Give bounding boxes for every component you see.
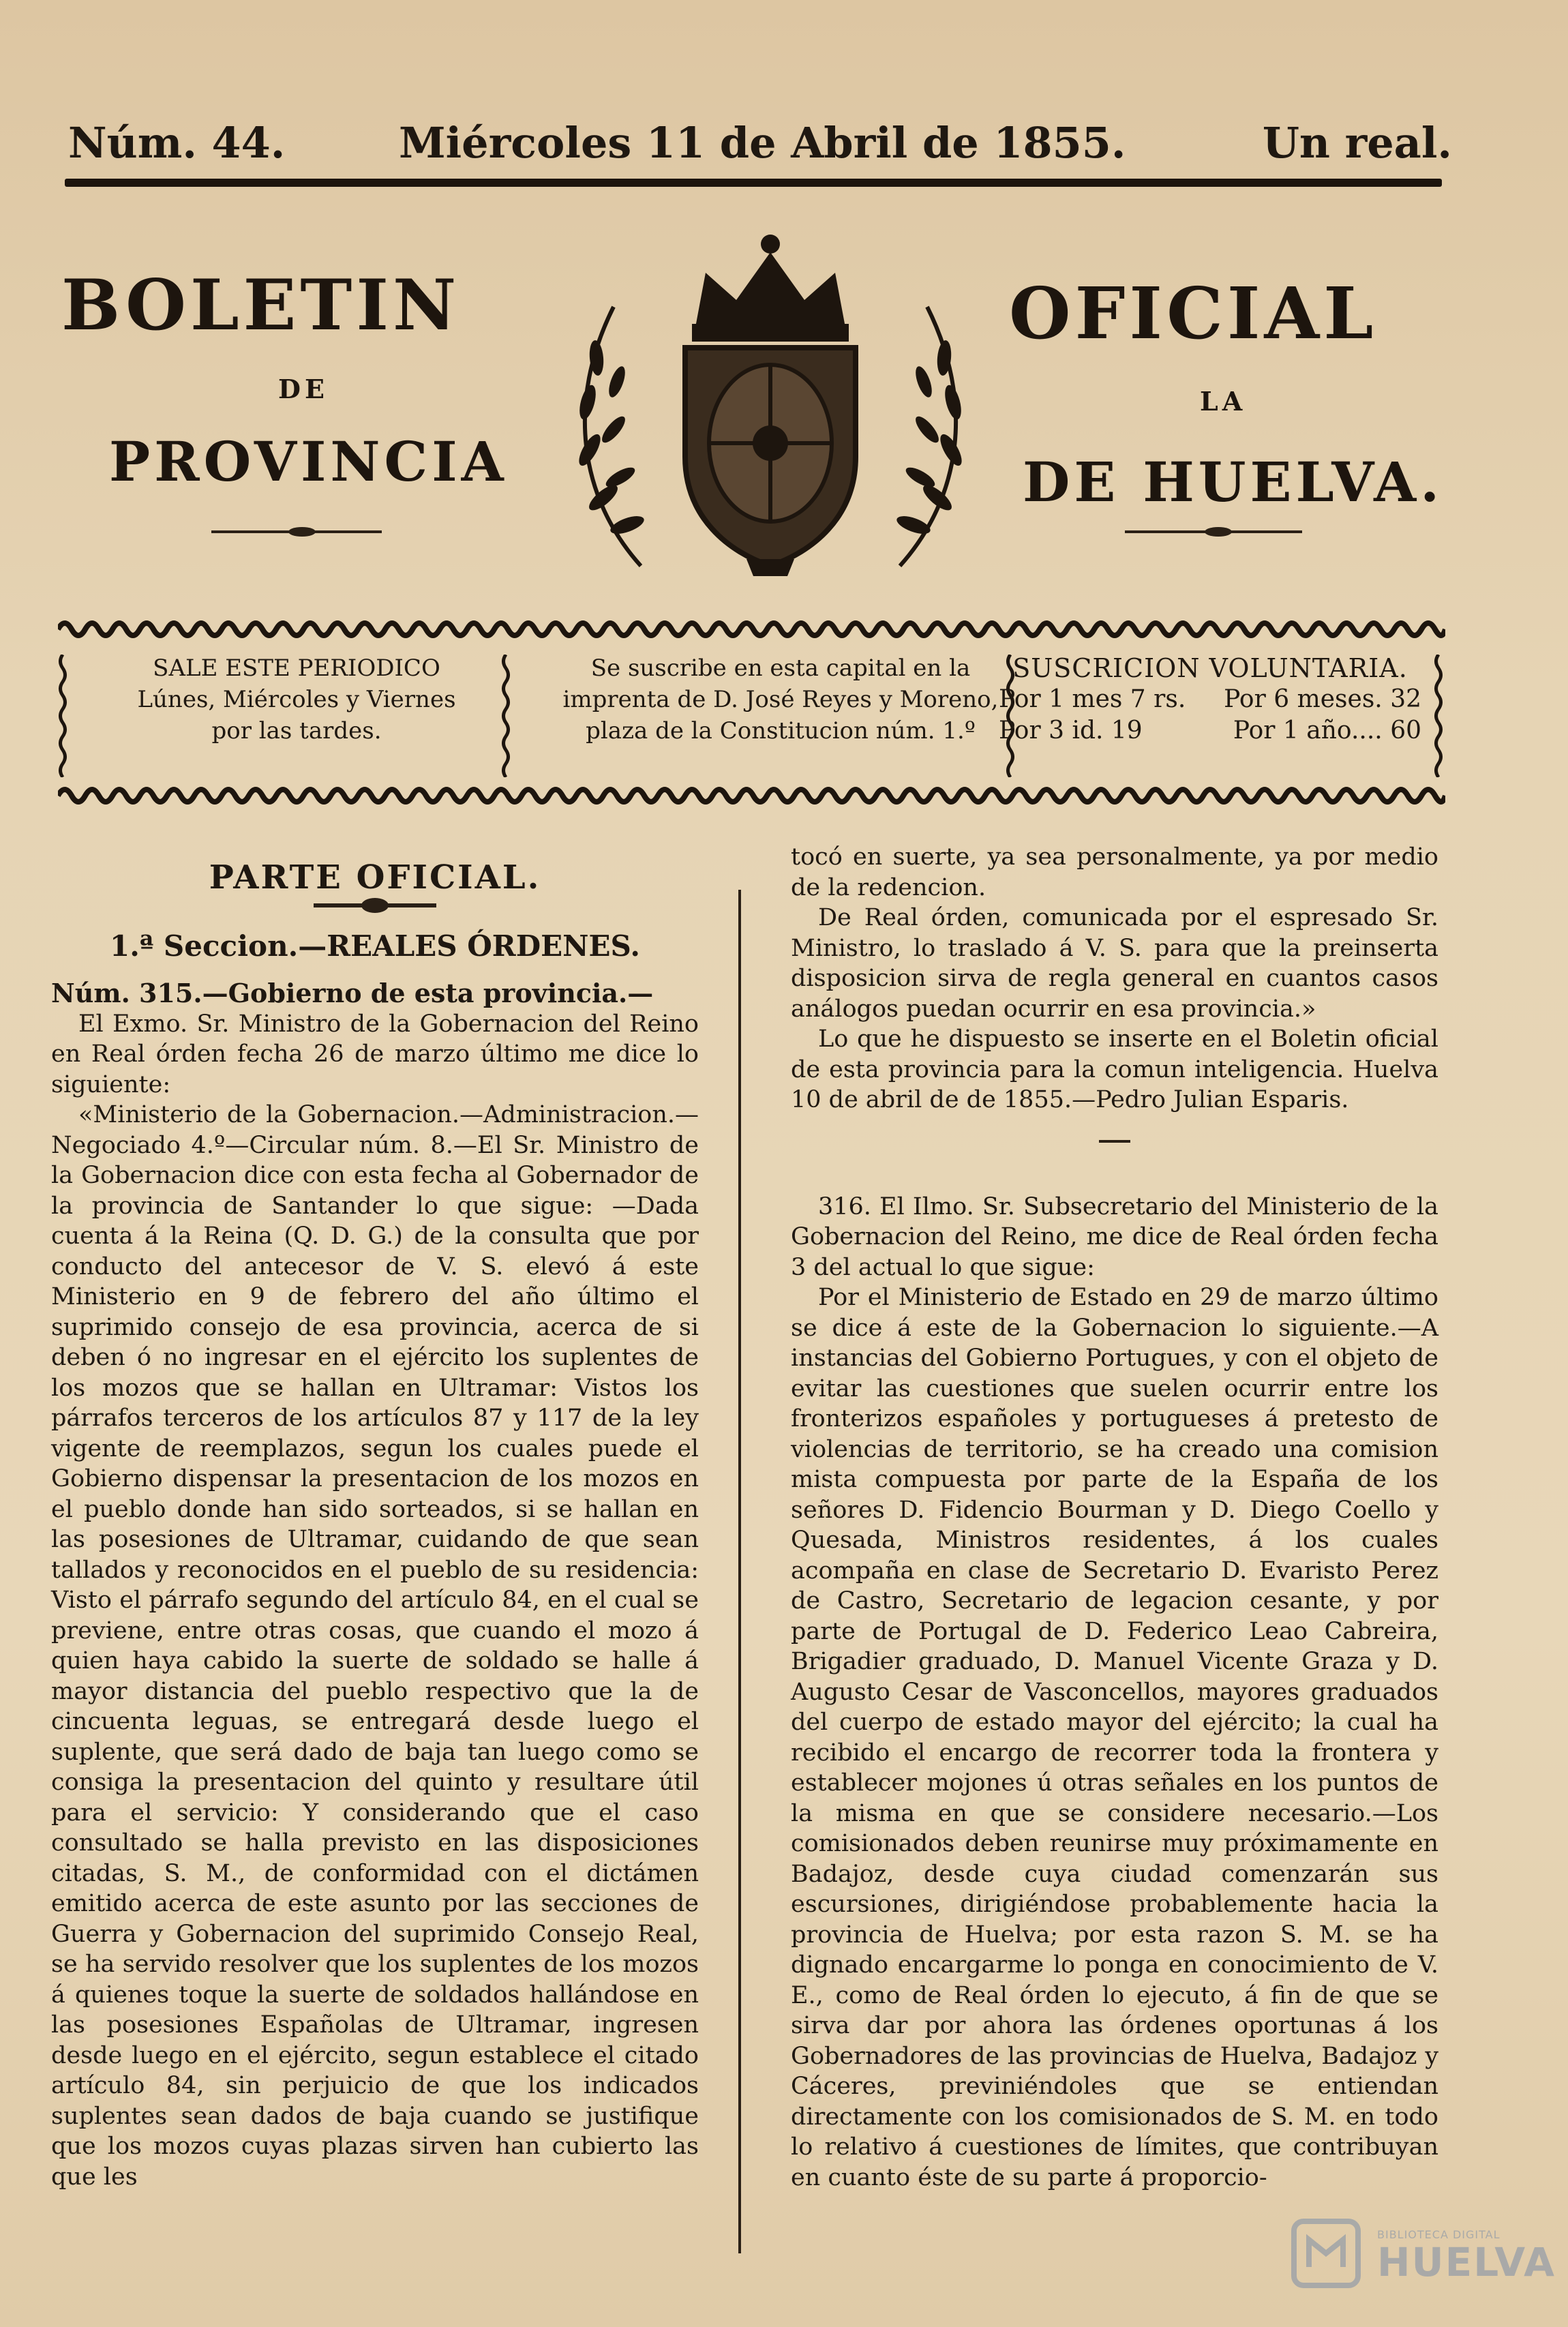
masthead-de: DE [278,374,329,404]
article-315-body: «Ministerio de la Gobernacion.—Administracion.—Negociado 4.º—Circular núm. 8.—El Sr. Ministro de la Gobernacion dice con esta fecha al Gobernador de la provincia de Santander lo que sigue: —Dada cuenta á la Reina (Q. D. G.) de la consulta que por conducto del antecesor de V. S. elevó á este Ministerio en 9 de febrero del año último el suprimido consejo de esa provincia, acerca de si deben ó no ingresar en el ejército los suplentes de los mozos que se hallan en Ultramar: Vistos los párrafos terceros de los artículos 87 y 117 de la ley vigente de reemplazos, segun los cuales puede el Gobierno dispensar la presentacion de los mozos en el pueblo donde han sido sorteados, si se hallan en las posesiones de Ultramar, cuidando de que sean tallados y reconocidos en el pueblo de su residencia: Visto el párrafo segundo del artículo 84, en el cual se previene, entre otras cosas, que cuando el mozo á quien haya cabido la suerte de soldado se halle á mayor distancia del pueblo respectivo que la de cincuenta leguas, se entregará desde luego el suplente, que será dado de baja tan luego como se consiga la presentacion del quinto y resultare útil para el servicio: Y considerando que el caso consultado se halla previsto en las disposiciones citadas, S. M., de conformidad con el dictámen emitido acerca de este asunto por las secciones de Guerra y Gobernacion del suprimido Consejo Real, se ha servido resolver que los suplentes de los mozos á quienes toque la suerte de soldados hallándose en las posesiones Españolas de Ultramar, ingresen desde luego en el ejército, segun establece el citado artículo 84, sin perjuicio de que los indicados suplentes sean dados de baja cuando se justifique que los mozos cuyas plazas sirven han cubierto las que les [51,1101,699,2191]
watermark-big: HUELVA [1377,2239,1556,2285]
section-subheading: 1.ª Seccion.—REALES ÓRDENES. [109,929,641,963]
ornament-separator-1 [501,655,511,777]
masthead-ornament-right [1125,530,1302,533]
subscription-line-1: Se suscribe en esta capital en la [590,655,971,682]
masthead-oficial: OFICIAL [1009,271,1378,355]
subscription-line-3: plaza de la Constitucion núm. 1.º [586,717,976,745]
article-315-heading: Núm. 315.—Gobierno de esta provincia.— [51,978,654,1008]
article-316-body: Por el Ministerio de Estado en 29 de marzo último se dice á este de la Gobernacion lo siguiente.—A instancias del Gobierno Portugues, y con el objeto de evitar las cuestiones que suelen ocurrir entre los fronterizos españoles y portugueses á pretesto de violencias de territorio, se ha creado una comision mista compuesta por parte de la España de los señores D. Fidencio Bourman y D. Diego Coello y Quesada, Ministros residentes, á los cuales acompaña en clase de Secretario D. Evaristo Perez de Castro, Secretario de legacion cesante, y por parte de Portugal de D. Federico Leao Cabreira, Brigadier graduado, D. Manuel Vicente Graza y D. Augusto Cesar de Vasconcellos, mayores graduados del cuerpo de estado mayor del ejército; la cual ha recibido el encargo de recorrer toda la frontera y establecer mojones ú otras señales en los puntos de la misma en que se considere necesario.—Los comisionados deben reunirse muy próximamente en Badajoz, desde cuya ciudad comenzarán sus escursiones, dirigiéndose probablemente hacia la provincia de Huelva; por esta razon S. M. se ha dignado encargarme lo ponga en conocimiento de V. E., como de Real órden lo ejecuto, á fin de que se sirva dar por ahora las órdenes oportunas á los Gobernadores de las provincias de Huelva, Badajoz y Cáceres, previniéndoles que se entiendan directamente con los comisionados de S. M. en todo lo relativo á cuestiones de límites, que contribuyan en cuanto éste de su parte á proporcio- [791,1284,1438,2191]
subscription-box [58,617,1445,808]
watermark-text [1377,2228,1556,2283]
column-left [51,842,699,2192]
library-watermark [1288,2216,1556,2298]
ornament-border-bottom [58,783,1445,808]
ornament-separator-left [58,655,67,777]
subscription-place [522,652,1040,747]
price-6-months: Por 6 meses. 32 [1224,685,1421,713]
price-3-months: Por 3 id. 19 [999,717,1143,745]
subscription-prices [999,652,1421,747]
column-divider [738,890,741,2253]
heading-ornament [314,903,436,907]
article-315-order: De Real órden, comunicada por el espresado Sr. Ministro, lo traslado á V. S. para que la preinserta disposicion sirva de regla general en cuantos casos análogos puedan ocurrir en esa provincia.» [791,904,1438,1023]
article-315-signature: Lo que he dispuesto se inserte en el Boletin oficial de esta provincia para la comun inteligencia. Huelva 10 de abril de de 1855.—Pedro Julian Esparis. [791,1025,1438,1113]
article-316-intro: 316. El Ilmo. Sr. Subsecretario del Ministerio de la Gobernacion del Reino, me dice de Real órden fecha 3 del actual lo que sigue: [791,1192,1438,1281]
dateline [61,112,1452,174]
ornament-border-top [58,617,1445,642]
article-315-continuation: tocó en suerte, ya sea personalmente, ya por medio de la redencion. [791,843,1438,901]
royal-crest-icon [539,225,1002,586]
masthead-boletin: BOLETIN [61,265,461,346]
section-heading: PARTE OFICIAL. [209,858,541,897]
issue-date: Miércoles 11 de Abril de 1855. [399,118,1126,168]
schedule-days: Lúnes, Miércoles y Viernes [137,686,456,713]
price-1-month: Por 1 mes 7 rs. [999,685,1186,713]
ornament-separator-right [1434,655,1443,777]
schedule-time: por las tardes. [211,717,382,745]
issue-price: Un real. [1262,118,1452,168]
price-1-year: Por 1 año.... 60 [1233,717,1421,745]
dateline-rule [65,179,1442,187]
watermark-small: BIBLIOTECA DIGITAL [1377,2228,1501,2241]
price-row [999,715,1421,747]
price-row [999,684,1421,715]
masthead-ornament-left [211,530,382,533]
masthead-de-huelva: DE HUELVA. [1023,450,1444,514]
issue-number: Núm. 44. [68,118,286,168]
masthead-provincia: PROVINCIA [109,430,508,494]
article-separator [1099,1140,1130,1143]
column-right [791,842,1438,2193]
article-315-intro: El Exmo. Sr. Ministro de la Gobernacion del Reino en Real órden fecha 26 de marzo último me dice lo siguiente: [51,1010,699,1098]
library-logo-icon [1288,2216,1363,2291]
publication-schedule [92,652,501,747]
masthead-la: LA [1200,386,1247,417]
schedule-title: SALE ESTE PERIODICO [153,655,440,682]
prices-title: SUSCRICION VOLUNTARIA. [1012,653,1408,683]
subscription-line-2: imprenta de D. José Reyes y Moreno, [562,686,999,713]
